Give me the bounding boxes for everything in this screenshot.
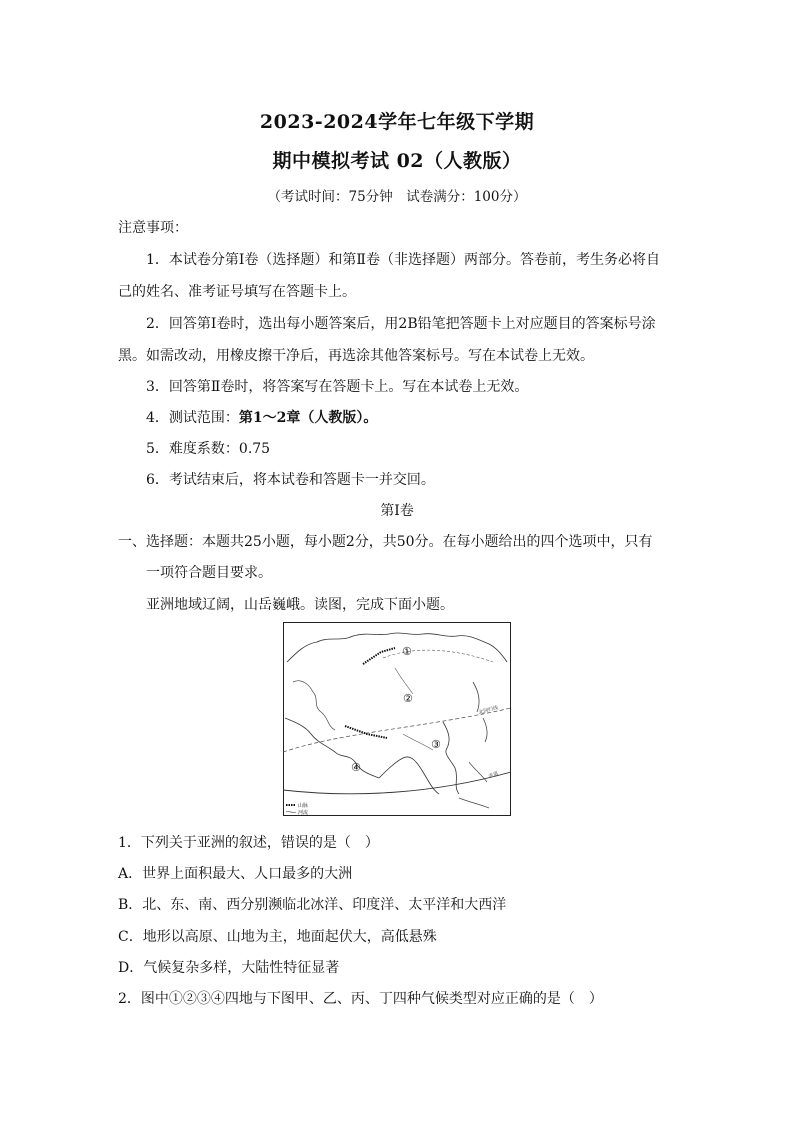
question-intro: 亚洲地域辽阔，山岳巍峨。读图，完成下面小题。 bbox=[146, 597, 454, 613]
note-item-1-line1: 1．本试卷分第Ⅰ卷（选择题）和第Ⅱ卷（非选择题）两部分。答卷前，考生务必将自 bbox=[146, 252, 660, 268]
note-item-4-prefix: 4．测试范围： bbox=[146, 410, 239, 426]
note-item-3: 3．回答第Ⅱ卷时，将答案写在答题卡上。写在本试卷上无效。 bbox=[146, 379, 529, 395]
note-item-4-range: 第1～2章（人教版）。 bbox=[238, 410, 378, 426]
map-marker-3: ③ bbox=[431, 738, 441, 751]
map-label-tropic: 北回归线 bbox=[477, 704, 499, 716]
section-label: 第Ⅰ卷 bbox=[380, 503, 414, 519]
asia-map bbox=[283, 622, 511, 816]
map-marker-2: ② bbox=[403, 692, 413, 705]
part1-instructions-line1: 一、选择题：本题共25小题，每小题2分，共50分。在每小题给出的四个选项中，只有 bbox=[118, 534, 653, 550]
question-1-stem: 1．下列关于亚洲的叙述，错误的是（ ） bbox=[118, 835, 379, 851]
question-2-stem: 2．图中①②③④四地与下图甲、乙、丙、丁四种气候类型对应正确的是（ ） bbox=[118, 991, 603, 1007]
note-item-2-line1: 2．回答第Ⅰ卷时，选出每小题答案后，用2B铅笔把答题卡上对应题目的答案标号涂 bbox=[146, 316, 656, 332]
note-item-2-line2: 黑。如需改动，用橡皮擦干净后，再选涂其他答案标号。写在本试卷上无效。 bbox=[118, 348, 594, 364]
note-item-1-line2: 己的姓名、准考证号填写在答题卡上。 bbox=[118, 284, 356, 300]
map-marker-4: ④ bbox=[351, 761, 361, 774]
legend-mountain-label: 山脉 bbox=[298, 803, 309, 809]
note-item-4 bbox=[146, 407, 377, 427]
legend-river-label: 河流 bbox=[298, 810, 309, 816]
exam-time-info: （考试时间：75分钟 试卷满分：100分） bbox=[267, 189, 527, 205]
part1-instructions-line2: 一项符合题目要求。 bbox=[146, 565, 272, 581]
exam-title-line1: 2023-2024学年七年级下学期 bbox=[259, 111, 535, 133]
question-1-option-c: C．地形以高原、山地为主，地面起伏大，高低悬殊 bbox=[118, 929, 437, 945]
question-1-option-d: D．气候复杂多样，大陆性特征显著 bbox=[118, 960, 340, 976]
map-label-equator: 赤道 bbox=[487, 770, 500, 780]
map-marker-1: ① bbox=[402, 645, 412, 658]
notes-heading: 注意事项： bbox=[118, 220, 188, 236]
question-1-option-a: A．世界上面积最大、人口最多的大洲 bbox=[118, 866, 353, 882]
note-item-5: 5．难度系数：0.75 bbox=[146, 441, 271, 457]
question-1-option-b: B．北、东、南、西分别濒临北冰洋、印度洋、太平洋和大西洋 bbox=[118, 897, 507, 913]
note-item-6: 6．考试结束后，将本试卷和答题卡一并交回。 bbox=[146, 472, 435, 488]
exam-title-line2: 期中模拟考试 02（人教版） bbox=[272, 150, 522, 172]
